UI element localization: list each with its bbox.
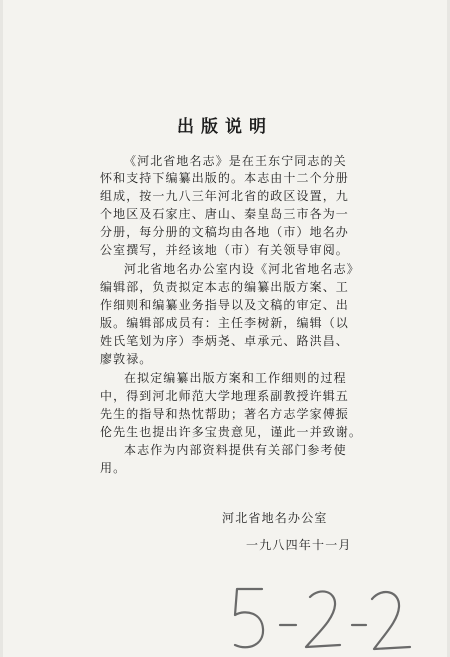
paragraph-line: 《河北省地名志》是在王东宁同志的关 <box>124 154 347 168</box>
paragraph-line: 先生的指导和热忱帮助；著名方志学家傅振 <box>100 407 349 421</box>
page-title: 出版说明 <box>177 117 273 137</box>
paragraph-line: 用。 <box>100 461 127 475</box>
paragraph-line: 怀和支持下编纂出版的。本志由十二个分册 <box>100 171 349 185</box>
paragraph-line: 姓氏笔划为序）李炳尧、卓承元、路洪昌、 <box>100 334 349 348</box>
paragraph-line: 作细则和编纂业务指导以及文稿的审定、出 <box>100 298 349 312</box>
paragraph-line: 版。编辑部成员有：主任李树新，编辑（以 <box>100 316 349 330</box>
paragraph-line: 本志作为内部资料提供有关部门参考使 <box>124 443 347 457</box>
paragraph-line: 在拟定编纂出版方案和工作细则的过程 <box>124 371 347 385</box>
paragraph-line: 廖敦禄。 <box>100 352 153 366</box>
signature-organization: 河北省地名办公室 <box>222 511 328 525</box>
handwritten-note <box>222 585 412 655</box>
paragraph-line: 中，得到河北师范大学地理系副教授许辑五 <box>100 389 349 403</box>
signature-date: 一九八四年十一月 <box>246 538 352 552</box>
paragraph-line: 公室撰写，并经该地（市）有关领导审阅。 <box>100 243 349 257</box>
paragraph-line: 分册，每分册的文稿均由各地（市）地名办 <box>100 225 349 239</box>
paragraph-line: 编辑部，负责拟定本志的编纂出版方案、工 <box>100 280 349 294</box>
paragraph-line: 个地区及石家庄、唐山、秦皇岛三市各为一 <box>100 207 349 221</box>
scan-edge-left <box>0 0 3 657</box>
paragraph-line: 组成，按一九八三年河北省的政区设置，九 <box>100 189 349 203</box>
paragraph-line: 伦先生也提出许多宝贵意见，谨此一并致谢。 <box>100 425 363 439</box>
paragraph-line: 河北省地名办公室内设《河北省地名志》 <box>124 262 360 276</box>
